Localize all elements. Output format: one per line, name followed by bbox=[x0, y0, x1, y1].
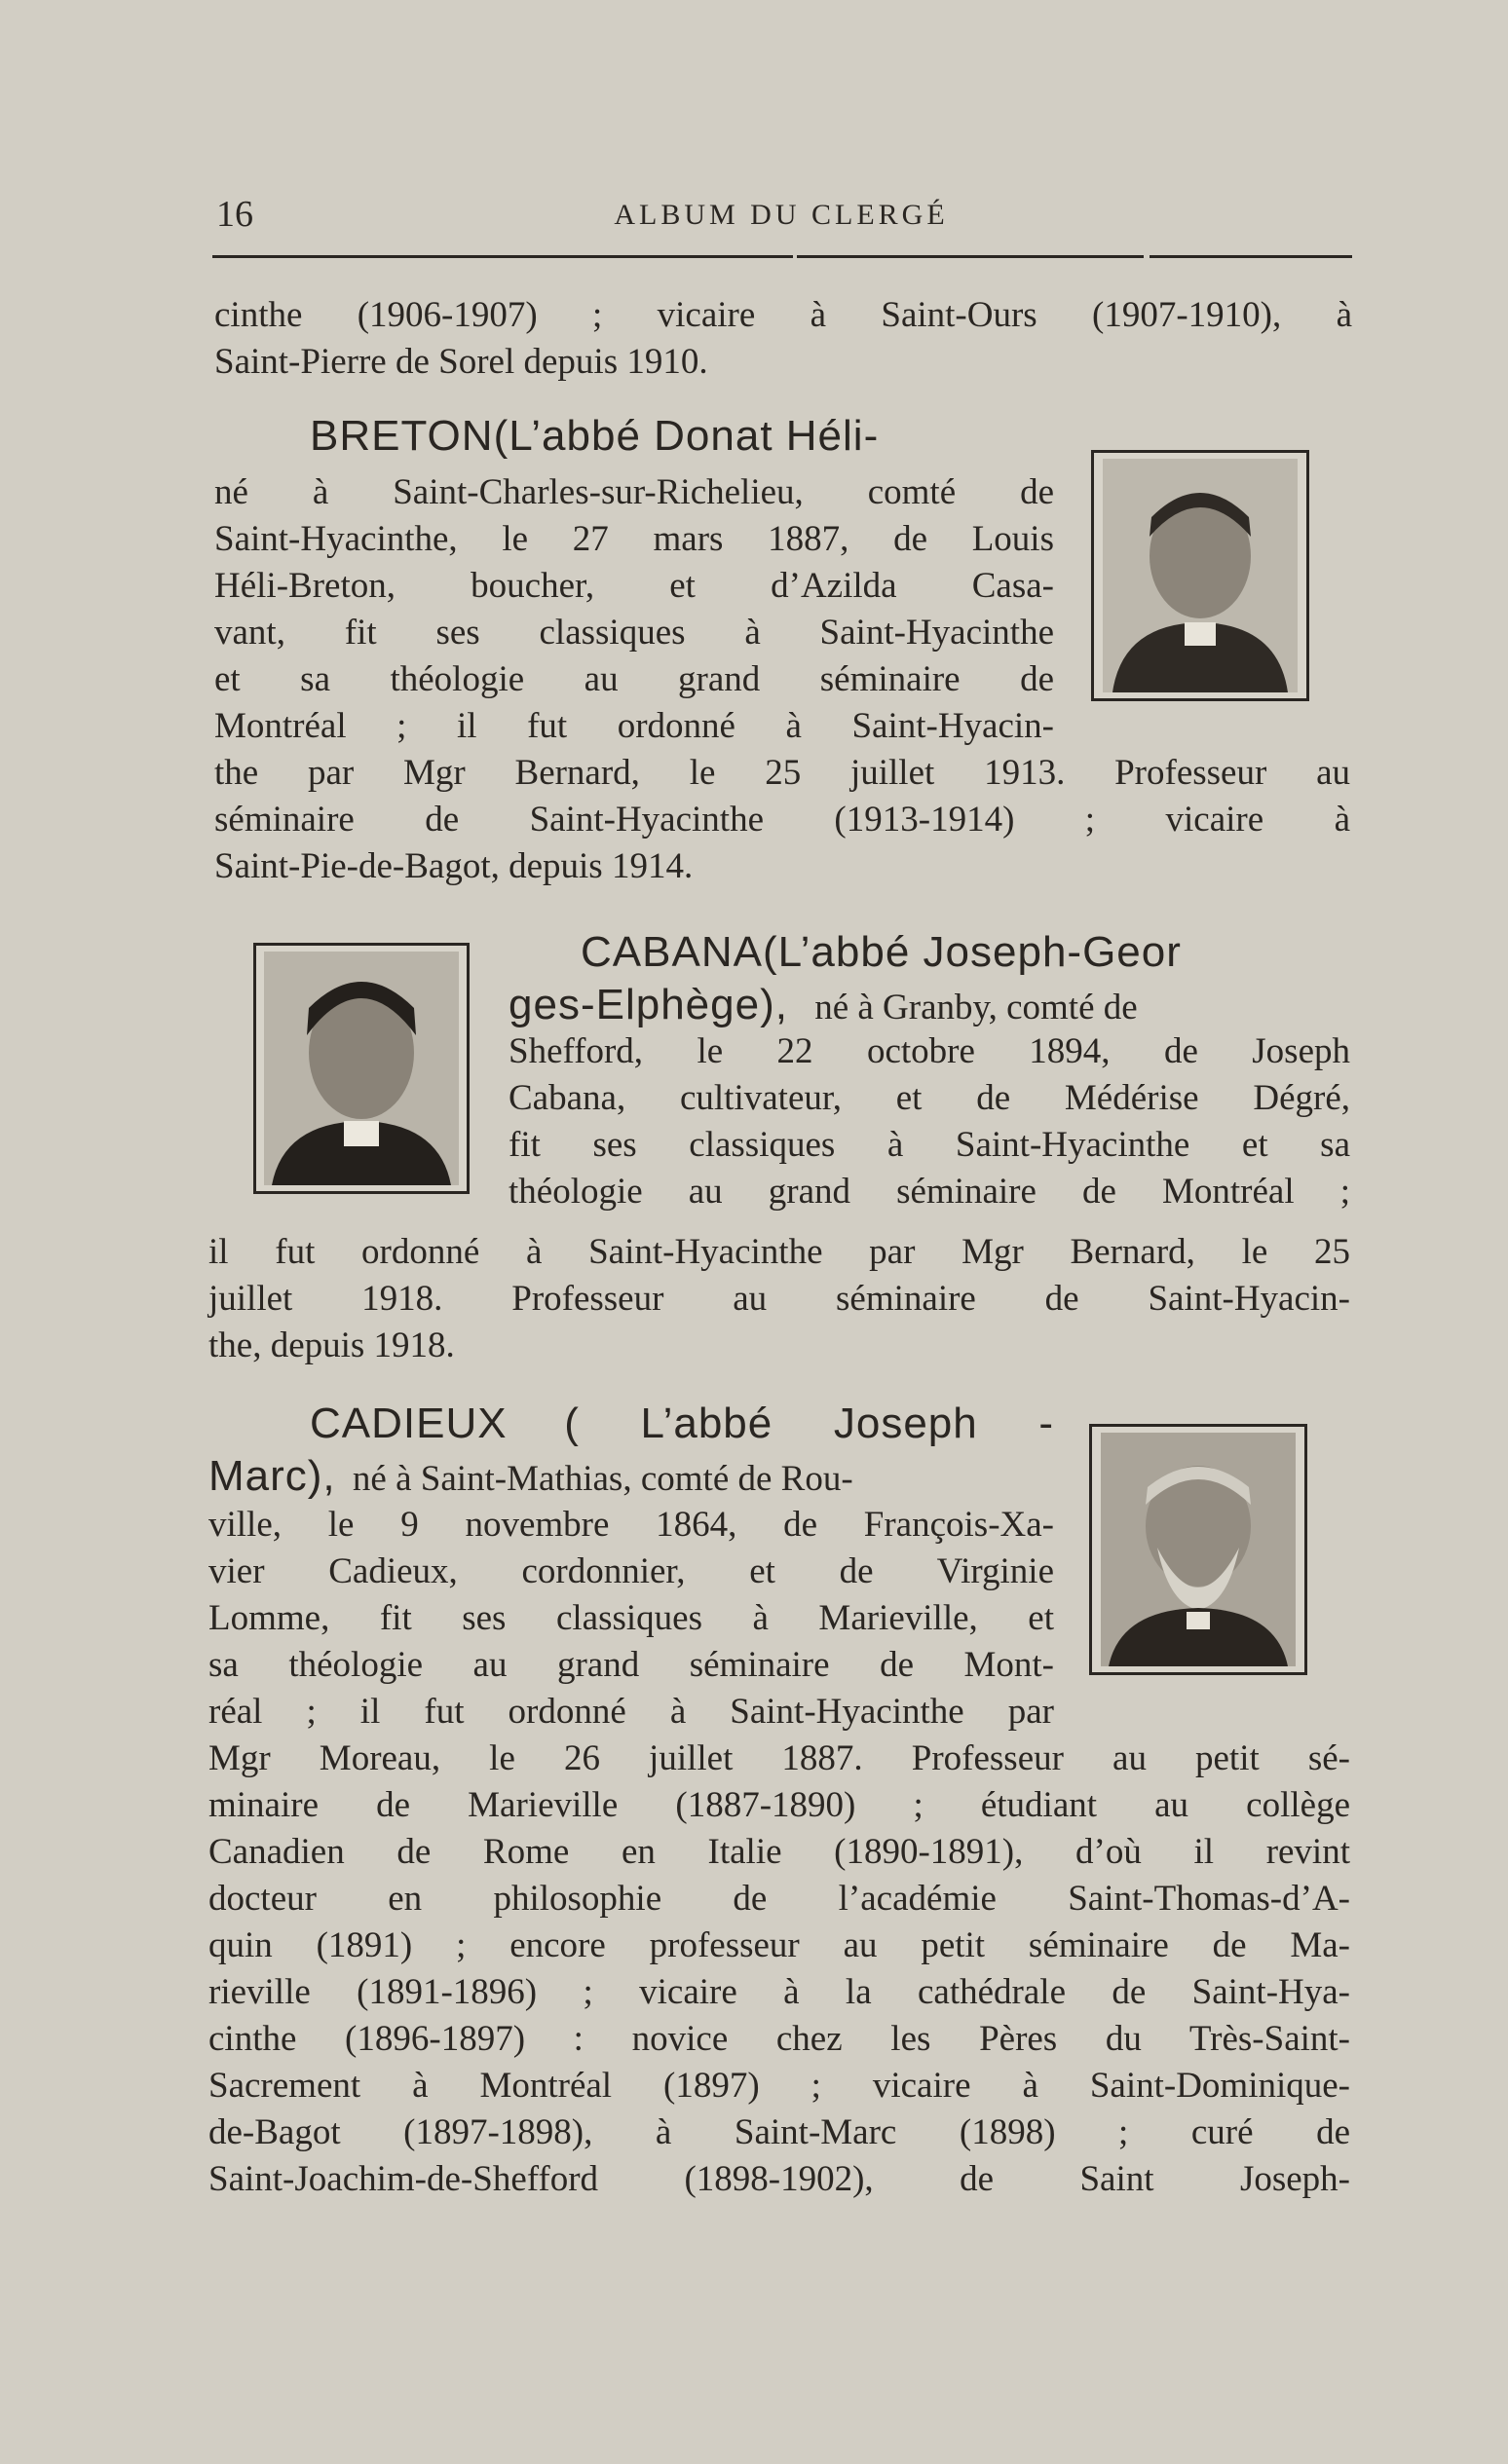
entry-line: minaire de Marieville (1887-1890) ; étudiant au collège bbox=[208, 1785, 1350, 1825]
entry-heading bbox=[310, 1402, 1054, 1445]
entry-line: né à Saint-Mathias, comté de Rou- bbox=[352, 1459, 853, 1499]
entry-line: Lomme, fit ses classiques à Marieville, et bbox=[208, 1598, 1054, 1638]
entry-line: vant, fit ses classiques à Saint-Hyacinthe bbox=[214, 613, 1054, 653]
entry-name: CADIEUX bbox=[310, 1400, 508, 1447]
entry-line: né à Saint-Charles-sur-Richelieu, comté de bbox=[214, 472, 1054, 512]
entry-line: Cabana, cultivateur, et de Médérise Dégré, bbox=[509, 1078, 1350, 1118]
entry-line: fit ses classiques à Saint-Hyacinthe et sa bbox=[509, 1125, 1350, 1165]
header-rule bbox=[212, 255, 793, 258]
entry-line: Saint-Joachim-de-Shefford (1898-1902), de Saint Joseph- bbox=[208, 2159, 1350, 2199]
portrait-image bbox=[262, 952, 461, 1185]
entry-line: docteur en philosophie de l’académie Saint-Thomas-d’A- bbox=[208, 1879, 1350, 1919]
entry-line: Sacrement à Montréal (1897) ; vicaire à Saint-Dominique- bbox=[208, 2066, 1350, 2106]
entry-line: Héli-Breton, boucher, et d’Azilda Casa- bbox=[214, 566, 1054, 606]
entry-line: ville, le 9 novembre 1864, de François-Xa- bbox=[208, 1505, 1054, 1545]
entry-title: (L’abbé Donat Héli- bbox=[493, 412, 880, 460]
portrait-image bbox=[1100, 459, 1301, 692]
entry-heading-cont bbox=[509, 981, 1350, 1028]
entry-line: de-Bagot (1897-1898), à Saint-Marc (1898) ; curé de bbox=[208, 2112, 1350, 2152]
intro-line: cinthe (1906-1907) ; vicaire à Saint-Ours (1907-1910), à bbox=[214, 295, 1352, 335]
entry-name: CABANA bbox=[581, 928, 763, 976]
entry-line: réal ; il fut ordonné à Saint-Hyacinthe par bbox=[208, 1692, 1054, 1732]
entry-line: quin (1891) ; encore professeur au petit séminaire de Ma- bbox=[208, 1925, 1350, 1965]
entry-heading bbox=[581, 928, 1350, 976]
entry-line: sa théologie au grand séminaire de Mont- bbox=[208, 1645, 1054, 1685]
entry-line: rieville (1891-1896) ; vicaire à la cathédrale de Saint-Hya- bbox=[208, 1972, 1350, 2012]
intro-line: Saint-Pierre de Sorel depuis 1910. bbox=[214, 342, 708, 382]
entry-line: Saint-Pie-de-Bagot, depuis 1914. bbox=[214, 846, 694, 886]
entry-heading bbox=[310, 412, 1089, 460]
entry-line: Montréal ; il fut ordonné à Saint-Hyacin- bbox=[214, 706, 1054, 746]
entry-line: Canadien de Rome en Italie (1890-1891), d’où il revint bbox=[208, 1832, 1350, 1872]
entry-line: né à Granby, comté de bbox=[814, 988, 1138, 1027]
entry-line: juillet 1918. Professeur au séminaire de Saint-Hyacin- bbox=[208, 1279, 1350, 1319]
header-rule bbox=[797, 255, 1144, 258]
entry-line: il fut ordonné à Saint-Hyacinthe par Mgr Bernard, le 25 bbox=[208, 1232, 1350, 1272]
page-header bbox=[212, 193, 1350, 235]
entry-line: the par Mgr Bernard, le 25 juillet 1913. Professeur au bbox=[214, 753, 1350, 793]
entry-name: BRETON bbox=[310, 412, 494, 460]
entry-line: théologie au grand séminaire de Montréal ; bbox=[509, 1172, 1350, 1212]
portrait-photo bbox=[1091, 450, 1309, 701]
entry-title-cont: Marc), bbox=[208, 1452, 336, 1500]
entry-line: the, depuis 1918. bbox=[208, 1325, 455, 1365]
portrait-photo bbox=[1089, 1424, 1307, 1675]
portrait-photo bbox=[253, 943, 470, 1194]
entry-line: Saint-Hyacinthe, le 27 mars 1887, de Louis bbox=[214, 519, 1054, 559]
entry-line: et sa théologie au grand séminaire de bbox=[214, 659, 1054, 699]
entry-line: vier Cadieux, cordonnier, et de Virginie bbox=[208, 1551, 1054, 1591]
entry-line: Mgr Moreau, le 26 juillet 1887. Professeur au petit sé- bbox=[208, 1738, 1350, 1778]
entry-line: Shefford, le 22 octobre 1894, de Joseph bbox=[509, 1031, 1350, 1071]
entry-title: (L’abbé Joseph-Geor bbox=[762, 928, 1182, 976]
entry-line: cinthe (1896-1897) : novice chez les Pères du Très-Saint- bbox=[208, 2019, 1350, 2059]
entry-heading-cont bbox=[208, 1452, 1054, 1500]
running-title: ALBUM DU CLERGÉ bbox=[614, 199, 949, 231]
entry-line: séminaire de Saint-Hyacinthe (1913-1914) ; vicaire à bbox=[214, 800, 1350, 840]
header-rule bbox=[1150, 255, 1352, 258]
entry-title-cont: ges-Elphège), bbox=[509, 981, 788, 1028]
entry-title: ( L’abbé Joseph - bbox=[564, 1400, 1055, 1447]
portrait-image bbox=[1098, 1433, 1299, 1666]
page-number: 16 bbox=[216, 194, 253, 235]
